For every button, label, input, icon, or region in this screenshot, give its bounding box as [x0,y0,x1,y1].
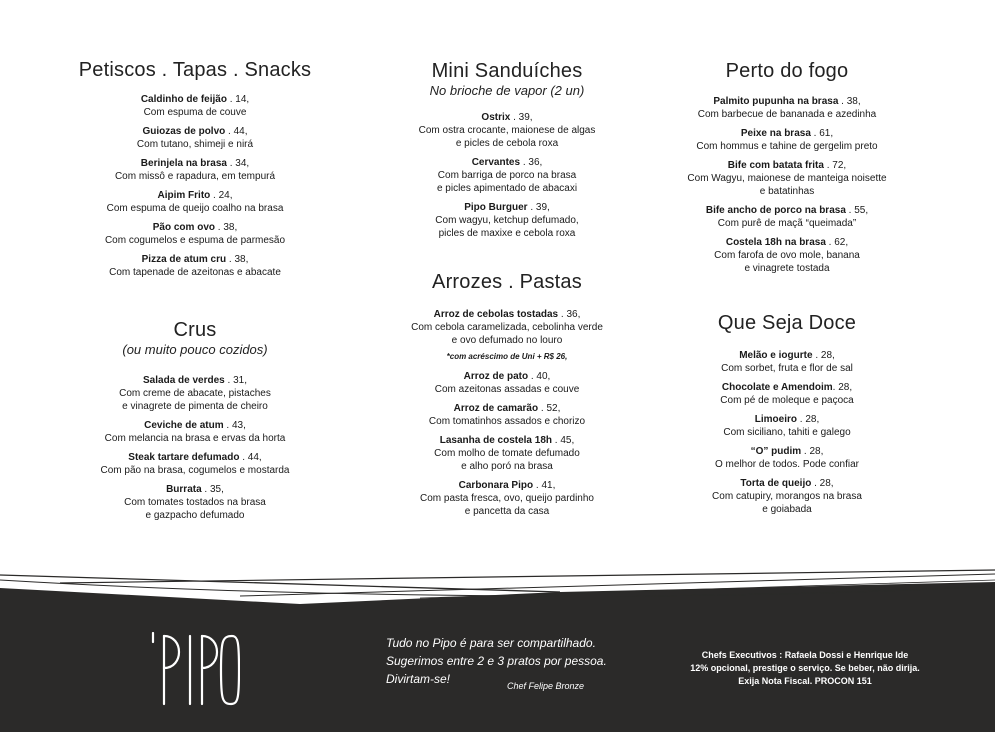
item-description: Com catupiry, morangos na brasa e goiabada [712,491,862,515]
item-description: Com pasta fresca, ovo, queijo pardinho e pancetta da casa [420,493,594,517]
item-price: . 35, [201,484,224,495]
item-price: . 14, [226,94,250,105]
menu-item [60,189,330,215]
menu-item [60,451,330,477]
chef-signature: Chef Felipe Bronze [507,681,585,691]
item-price: . 36, [558,309,581,320]
menu-item [372,370,642,396]
item-price: . 38, [838,96,861,107]
item-price: . 72, [823,160,847,171]
item-name: Berinjela na brasa [140,158,227,169]
tagline-line: Divirtam-se! [386,672,451,686]
item-name: Pizza de atum cru [141,254,227,265]
item-name: Limoeiro [754,414,797,425]
item-description: Com tomates tostados na brasa e gazpacho defumado [124,497,266,521]
tagline-line: Sugerimos entre 2 e 3 pratos por pessoa. [386,654,607,668]
item-description: Com espuma de couve [143,107,247,118]
item-price: . 62, [825,237,849,248]
item-price: . 45, [552,435,575,446]
item-price: . 39, [527,202,550,213]
menu-item [652,477,922,516]
item-description: O melhor de todos. Pode confiar [715,459,859,470]
section-que-seja-doce [652,311,922,522]
menu-item [372,111,642,150]
item-description: Com tapenade de azeitonas e abacate [109,267,281,278]
item-name: Ostrix [481,112,511,123]
item-description: Com creme de abacate, pistaches e vinagrete de pimenta de cheiro [119,388,271,412]
section-mini-sanduiches [372,59,642,246]
item-name: Arroz de cebolas tostadas [433,309,559,320]
item-price: . 40, [528,371,551,382]
item-price: . 24, [210,190,233,201]
item-price: . 52, [538,403,561,414]
menu-item [652,445,922,471]
item-description: Com cogumelos e espuma de parmesão [104,235,286,246]
menu-item [60,419,330,445]
item-name: Guiozas de polvo [142,126,226,137]
item-description: Com ostra crocante, maionese de algas e picles de cebola roxa [418,125,596,149]
item-name: Caldinho de feijão [140,94,227,105]
menu-item [652,381,922,407]
item-price: . 43, [223,420,246,431]
item-price: . 44, [225,126,248,137]
menu-item [372,434,642,473]
item-description: Com tomatinhos assados e chorizo [428,416,586,427]
section-petiscos [60,58,330,285]
section-title: Mini Sanduíches [431,60,583,82]
item-name: Pipo Burguer [464,202,528,213]
menu-item [60,483,330,522]
menu-item [60,221,330,247]
item-price: . 41, [533,480,556,491]
menu-item [372,402,642,428]
menu-item [372,201,642,240]
item-description: Com farofa de ovo mole, banana e vinagrete tostada [714,250,860,274]
menu-item [372,156,642,195]
item-price: . 34, [226,158,250,169]
item-description: Com tutano, shimeji e nirá [136,139,254,150]
item-name: Pão com ovo [152,222,215,233]
item-name: Chocolate e Amendoim [721,382,833,393]
item-price: . 36, [520,157,543,168]
item-price: . 44, [239,452,262,463]
item-price: . 38, [226,254,249,265]
item-name: Ceviche de atum [144,420,224,431]
item-description: Com barbecue de bananada e azedinha [697,109,877,120]
item-name: Arroz de camarão [453,403,539,414]
item-name: Salada de verdes [143,375,225,386]
item-price: . 55, [845,205,869,216]
menu-item [60,125,330,151]
item-price: . 38, [215,222,238,233]
menu-item [652,159,922,198]
item-name: Bife ancho de porco na brasa [705,205,846,216]
item-description: Com pé de moleque e paçoca [720,395,854,406]
menu-item [60,157,330,183]
section-subtitle: (ou muito pouco cozidos) [122,342,268,357]
item-price: . 31, [224,375,247,386]
item-name: “O” pudim [750,446,802,457]
item-name: Palmito pupunha na brasa [713,96,839,107]
item-description: Com barriga de porco na brasa e picles apimentado de abacaxi [436,170,578,194]
credits-line: 12% opcional, prestige o serviço. Se beber, não dirija. [690,663,920,673]
item-name: Bife com batata frita [727,160,824,171]
item-note: *com acréscimo de Uni + R$ 26, [446,352,568,361]
item-name: Torta de queijo [740,478,812,489]
section-arrozes-pastas [372,270,642,524]
item-name: Steak tartare defumado [128,452,240,463]
item-name: Aipim Frito [157,190,211,201]
item-description: Com missô e rapadura, em tempurá [114,171,276,182]
pipo-logo [150,632,240,708]
credits-line: Chefs Executivos : Rafaela Dossi e Henrique Ide [701,650,909,660]
item-description: Com sorbet, fruta e flor de sal [721,363,853,374]
menu-item [652,413,922,439]
item-description: Com molho de tomate defumado e alho poró na brasa [434,448,580,472]
menu-item [60,253,330,279]
item-description: Com melancia na brasa e ervas da horta [104,433,286,444]
item-description: Com wagyu, ketchup defumado, picles de maxixe e cebola roxa [435,215,579,239]
item-name: Lasanha de costela 18h [439,435,553,446]
footer-tagline [386,634,646,688]
section-subtitle: No brioche de vapor (2 un) [429,83,585,98]
item-price: . 39, [510,112,533,123]
item-name: Arroz de pato [463,371,529,382]
item-price: . 28, [832,382,853,393]
section-title: Perto do fogo [725,60,849,82]
section-title: Que Seja Doce [717,312,857,334]
item-description: Com pão na brasa, cogumelos e mostarda [100,465,290,476]
item-price: . 28, [801,446,824,457]
item-name: Peixe na brasa [740,128,811,139]
section-perto-do-fogo [652,59,922,281]
menu-item [652,349,922,375]
item-name: Burrata [166,484,202,495]
item-description: Com hommus e tahine de gergelim preto [696,141,878,152]
item-description: Com purê de maçã “queimada” [717,218,857,229]
menu-item [372,479,642,518]
footer-credits [680,649,930,688]
section-title: Petiscos . Tapas . Snacks [78,59,312,81]
item-description: Com azeitonas assadas e couve [434,384,580,395]
item-name: Costela 18h na brasa [725,237,826,248]
section-title: Crus [173,319,217,341]
item-description: Com Wagyu, maionese de manteiga noisette e batatinhas [687,173,887,197]
menu-item [652,204,922,230]
item-price: . 61, [810,128,834,139]
menu-item [60,374,330,413]
menu-item [652,95,922,121]
menu-item [652,127,922,153]
menu-item [652,236,922,275]
item-price: . 28, [796,414,820,425]
menu-item [372,308,642,347]
item-description: Com cebola caramelizada, cebolinha verde e ovo defumado no louro [411,322,603,346]
item-price: . 28, [812,350,835,361]
tagline-line: Tudo no Pipo é para ser compartilhado. [386,636,596,650]
item-name: Cervantes [471,157,521,168]
section-crus [60,318,330,528]
item-description: Com espuma de queijo coalho na brasa [106,203,284,214]
section-title: Arrozes . Pastas [432,271,582,293]
item-price: . 28, [811,478,834,489]
item-name: Melão e iogurte [739,350,813,361]
credits-line: Exija Nota Fiscal. PROCON 151 [738,676,872,686]
menu-item [60,93,330,119]
item-description: Com siciliano, tahiti e galego [723,427,851,438]
item-name: Carbonara Pipo [458,480,534,491]
